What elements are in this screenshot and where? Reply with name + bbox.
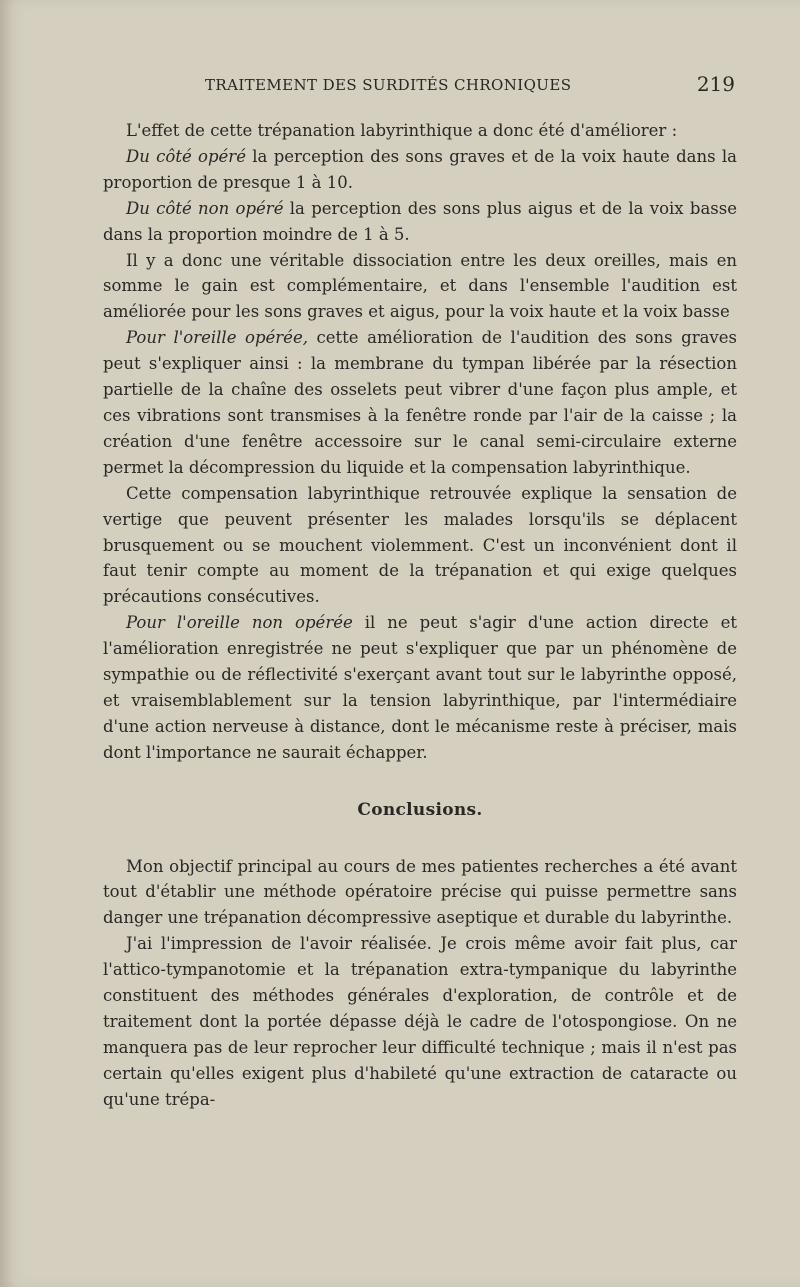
paragraph <box>103 610 737 765</box>
paragraph <box>103 854 737 932</box>
paragraph-text: Cette compensation labyrinthique retrouvée explique la sensation de vertige que peuvent présenter les malades lorsqu'ils se déplacent brusquement ou se mouchent violemment. C'est un inconvénient dont il faut tenir compte au moment de la trépanation et qui exige quelques précautions consécutives. <box>103 483 737 607</box>
paragraph-text: J'ai l'impression de l'avoir réalisée. Je crois même avoir fait plus, car l'attico-tympanotomie et la trépanation extra-tympanique du labyrinthe constituent des méthodes générales d'exploration, de contrôle et de traitement dont la portée dépasse déjà le cadre de l'otospongiose. On ne manquera pas de leur reprocher leur difficulté technique ; mais il n'est pas certain qu'elles exigent plus d'habileté qu'une extraction de cataracte ou qu'une trépa- <box>103 934 737 1109</box>
italic-lead: Du côté non opéré <box>126 198 284 218</box>
paragraph-text: Mon objectif principal au cours de mes patientes recherches a été avant tout d'établir une méthode opératoire précise qui puisse permettre sans danger une trépanation décompressive aseptique et durable du labyrinthe. <box>103 856 737 928</box>
page-number: 219 <box>696 72 735 96</box>
running-title: TRAITEMENT DES SURDITÉS CHRONIQUES <box>205 76 572 94</box>
section-heading: Conclusions. <box>357 799 483 820</box>
paragraph <box>103 325 737 480</box>
paragraph <box>103 144 737 196</box>
paragraph <box>103 248 737 326</box>
italic-lead: Pour l'oreille non opérée <box>126 613 353 633</box>
paragraph <box>103 931 737 1112</box>
paragraph-text: la perception des sons plus aigus et de la voix basse dans la proportion moindre de 1 à 5. <box>103 198 738 244</box>
paragraph-text: il ne peut s'agir d'une action directe et l'amélioration enregistrée ne peut s'expliquer que par un phénomène de sympathie ou de réflectivité s'exerçant avant tout sur le labyrinthe opposé, et vraisemblablement sur la tension labyrinthique, par l'intermédiaire d'une action nerveuse à distance, dont le mécanisme reste à préciser, mais dont l'importance ne saurait échapper. <box>103 613 737 762</box>
paragraph-text: cette amélioration de l'audition des sons graves peut s'expliquer ainsi : la membrane du tympan libérée par la résection partielle de la chaîne des osselets peut vibrer d'une façon plus ample, et ces vibrations sont transmises à la fenêtre ronde par l'air de la caisse ; la création d'une fenêtre accessoire sur le canal semi-circulaire externe permet la décompression du liquide et la compensation labyrinthique. <box>103 328 737 477</box>
italic-lead: Du côté opéré <box>126 146 246 166</box>
paragraph-text: la perception des sons graves et de la voix haute dans la proportion de presque 1 à 10. <box>103 146 737 192</box>
italic-lead: Pour l'oreille opérée, <box>126 328 308 348</box>
paragraph <box>103 481 737 611</box>
page-header <box>205 72 735 100</box>
paragraph-text: Il y a donc une véritable dissociation entre les deux oreilles, mais en somme le gain est complémentaire, et dans l'ensemble l'audition est améliorée pour les sons graves et aigus, pour la voix haute et la voix basse <box>103 250 737 322</box>
paragraph-text: L'effet de cette trépanation labyrinthique a donc été d'améliorer : <box>126 121 678 140</box>
body-text <box>103 118 737 1113</box>
paragraph <box>103 196 737 248</box>
paragraph <box>103 118 737 144</box>
